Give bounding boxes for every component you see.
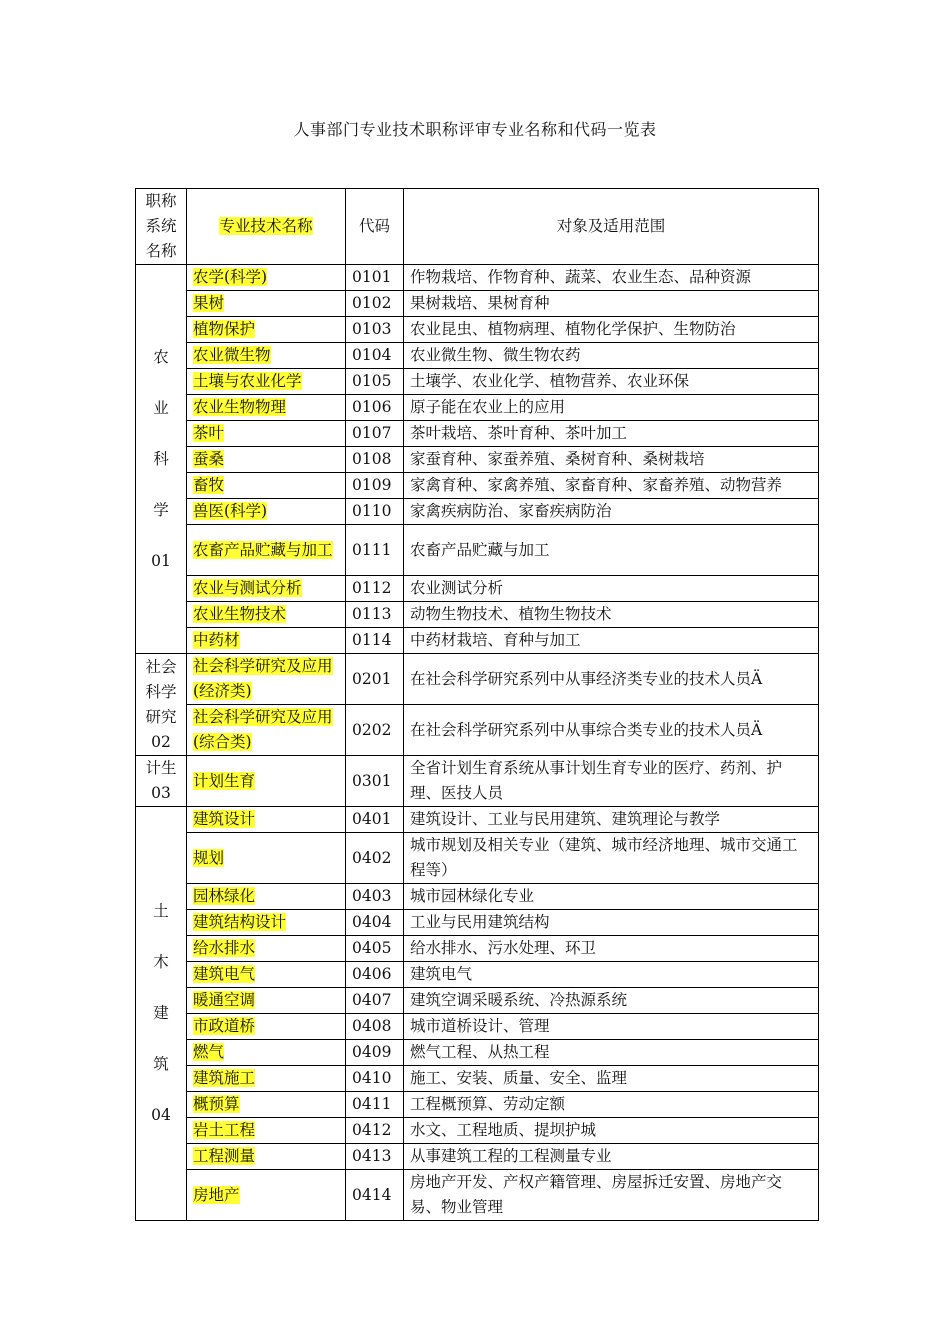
code-cell: 0106: [346, 395, 404, 421]
table-row: [136, 1040, 819, 1066]
specialty-name-cell: 计划生育: [187, 756, 346, 807]
specialty-name-cell: 植物保护: [187, 317, 346, 343]
specialty-name-cell: 社会科学研究及应用(经济类): [187, 654, 346, 705]
scope-cell: 给水排水、污水处理、环卫: [404, 936, 819, 962]
specialty-name-cell: 岩土工程: [187, 1118, 346, 1144]
scope-cell: 在社会科学研究系列中从事综合类专业的技术人员Ä: [404, 705, 819, 756]
table-row: [136, 910, 819, 936]
table-row: [136, 654, 819, 705]
specialty-name-cell: 果树: [187, 291, 346, 317]
scope-cell: 建筑设计、工业与民用建筑、建筑理论与教学: [404, 807, 819, 833]
specialty-name-cell: 农畜产品贮藏与加工: [187, 525, 346, 576]
specialty-name-cell: 概预算: [187, 1092, 346, 1118]
specialty-name-cell: 畜牧: [187, 473, 346, 499]
specialty-name-cell: 农业生物技术: [187, 602, 346, 628]
specialty-name-cell: 社会科学研究及应用(综合类): [187, 705, 346, 756]
code-cell: 0410: [346, 1066, 404, 1092]
code-cell: 0113: [346, 602, 404, 628]
category-cell: 农 业 科 学 01: [136, 265, 187, 654]
scope-cell: 土壤学、农业化学、植物营养、农业环保: [404, 369, 819, 395]
scope-cell: 全省计划生育系统从事计划生育专业的医疗、药剂、护理、医技人员: [404, 756, 819, 807]
table-row: [136, 602, 819, 628]
scope-cell: 建筑电气: [404, 962, 819, 988]
specialty-name-cell: 暖通空调: [187, 988, 346, 1014]
table-row: [136, 1118, 819, 1144]
scope-cell: 茶叶栽培、茶叶育种、茶叶加工: [404, 421, 819, 447]
code-cell: 0405: [346, 936, 404, 962]
specialty-name-cell: 建筑施工: [187, 1066, 346, 1092]
code-cell: 0407: [346, 988, 404, 1014]
scope-cell: 动物生物技术、植物生物技术: [404, 602, 819, 628]
table-row: [136, 807, 819, 833]
category-cell: 计生 03: [136, 756, 187, 807]
code-cell: 0403: [346, 884, 404, 910]
scope-cell: 城市园林绿化专业: [404, 884, 819, 910]
scope-cell: 家禽育种、家禽养殖、家畜育种、家畜养殖、动物营养: [404, 473, 819, 499]
specialty-name-cell: 燃气: [187, 1040, 346, 1066]
specialty-name-cell: 市政道桥: [187, 1014, 346, 1040]
scope-cell: 建筑空调采暖系统、冷热源系统: [404, 988, 819, 1014]
scope-cell: 城市道桥设计、管理: [404, 1014, 819, 1040]
table-row: [136, 756, 819, 807]
specialty-name-cell: 农学(科学): [187, 265, 346, 291]
specialty-name-cell: 房地产: [187, 1170, 346, 1221]
code-cell: 0107: [346, 421, 404, 447]
code-cell: 0404: [346, 910, 404, 936]
table-row: [136, 1066, 819, 1092]
code-cell: 0102: [346, 291, 404, 317]
specialty-name-cell: 建筑设计: [187, 807, 346, 833]
code-cell: 0412: [346, 1118, 404, 1144]
table-row: [136, 343, 819, 369]
category-cell: 社会 科学 研究 02: [136, 654, 187, 756]
scope-cell: 农畜产品贮藏与加工: [404, 525, 819, 576]
specialty-name-cell: 蚕桑: [187, 447, 346, 473]
specialty-name-cell: 农业生物物理: [187, 395, 346, 421]
code-cell: 0409: [346, 1040, 404, 1066]
code-cell: 0301: [346, 756, 404, 807]
code-cell: 0413: [346, 1144, 404, 1170]
table-row: [136, 265, 819, 291]
scope-cell: 农业测试分析: [404, 576, 819, 602]
table-row: [136, 1170, 819, 1221]
header-row: [136, 189, 819, 265]
specialty-name-cell: 建筑电气: [187, 962, 346, 988]
specialty-name-cell: 园林绿化: [187, 884, 346, 910]
category-cell: 土 木 建 筑 04: [136, 807, 187, 1221]
scope-cell: 从事建筑工程的工程测量专业: [404, 1144, 819, 1170]
scope-cell: 果树栽培、果树育种: [404, 291, 819, 317]
code-cell: 0110: [346, 499, 404, 525]
table-row: [136, 628, 819, 654]
code-cell: 0109: [346, 473, 404, 499]
scope-cell: 工程概预算、劳动定额: [404, 1092, 819, 1118]
specialty-name-cell: 工程测量: [187, 1144, 346, 1170]
code-cell: 0112: [346, 576, 404, 602]
scope-cell: 燃气工程、从热工程: [404, 1040, 819, 1066]
table-row: [136, 936, 819, 962]
code-cell: 0402: [346, 833, 404, 884]
header-system-name: 职称 系统 名称: [136, 189, 187, 265]
scope-cell: 农业昆虫、植物病理、植物化学保护、生物防治: [404, 317, 819, 343]
code-cell: 0202: [346, 705, 404, 756]
specialty-name-cell: 农业与测试分析: [187, 576, 346, 602]
table-body: [136, 189, 819, 1221]
header-code: 代码: [346, 189, 404, 265]
specialty-table: [135, 188, 819, 1221]
code-cell: 0201: [346, 654, 404, 705]
table-row: [136, 962, 819, 988]
table-row: [136, 705, 819, 756]
scope-cell: 原子能在农业上的应用: [404, 395, 819, 421]
specialty-name-cell: 茶叶: [187, 421, 346, 447]
specialty-name-cell: 土壤与农业化学: [187, 369, 346, 395]
scope-cell: 中药材栽培、育种与加工: [404, 628, 819, 654]
code-cell: 0406: [346, 962, 404, 988]
table-row: [136, 369, 819, 395]
specialty-name-cell: 建筑结构设计: [187, 910, 346, 936]
table-row: [136, 884, 819, 910]
table-row: [136, 1144, 819, 1170]
code-cell: 0401: [346, 807, 404, 833]
scope-cell: 城市规划及相关专业（建筑、城市经济地理、城市交通工程等）: [404, 833, 819, 884]
scope-cell: 房地产开发、产权产籍管理、房屋拆迁安置、房地产交易、物业管理: [404, 1170, 819, 1221]
code-cell: 0411: [346, 1092, 404, 1118]
code-cell: 0101: [346, 265, 404, 291]
scope-cell: 施工、安装、质量、安全、监理: [404, 1066, 819, 1092]
specialty-name-cell: 农业微生物: [187, 343, 346, 369]
table-row: [136, 833, 819, 884]
code-cell: 0105: [346, 369, 404, 395]
scope-cell: 家蚕育种、家蚕养殖、桑树育种、桑树栽培: [404, 447, 819, 473]
table-row: [136, 1092, 819, 1118]
code-cell: 0414: [346, 1170, 404, 1221]
specialty-name-cell: 给水排水: [187, 936, 346, 962]
table-row: [136, 395, 819, 421]
code-cell: 0108: [346, 447, 404, 473]
table-row: [136, 291, 819, 317]
header-specialty-name: 专业技术名称: [187, 189, 346, 265]
table-row: [136, 525, 819, 576]
code-cell: 0104: [346, 343, 404, 369]
specialty-name-cell: 中药材: [187, 628, 346, 654]
header-scope: 对象及适用范围: [404, 189, 819, 265]
table-row: [136, 988, 819, 1014]
scope-cell: 工业与民用建筑结构: [404, 910, 819, 936]
scope-cell: 在社会科学研究系列中从事经济类专业的技术人员Ä: [404, 654, 819, 705]
scope-cell: 家禽疾病防治、家畜疾病防治: [404, 499, 819, 525]
table-row: [136, 421, 819, 447]
table-row: [136, 499, 819, 525]
specialty-name-cell: 规划: [187, 833, 346, 884]
table-row: [136, 1014, 819, 1040]
table-row: [136, 473, 819, 499]
table-row: [136, 447, 819, 473]
specialty-name-cell: 兽医(科学): [187, 499, 346, 525]
code-cell: 0111: [346, 525, 404, 576]
table-row: [136, 317, 819, 343]
scope-cell: 水文、工程地质、提坝护城: [404, 1118, 819, 1144]
table-row: [136, 576, 819, 602]
scope-cell: 作物栽培、作物育种、蔬菜、农业生态、品种资源: [404, 265, 819, 291]
scope-cell: 农业微生物、微生物农药: [404, 343, 819, 369]
page-title: 人事部门专业技术职称评审专业名称和代码一览表: [293, 120, 657, 139]
code-cell: 0103: [346, 317, 404, 343]
code-cell: 0408: [346, 1014, 404, 1040]
code-cell: 0114: [346, 628, 404, 654]
